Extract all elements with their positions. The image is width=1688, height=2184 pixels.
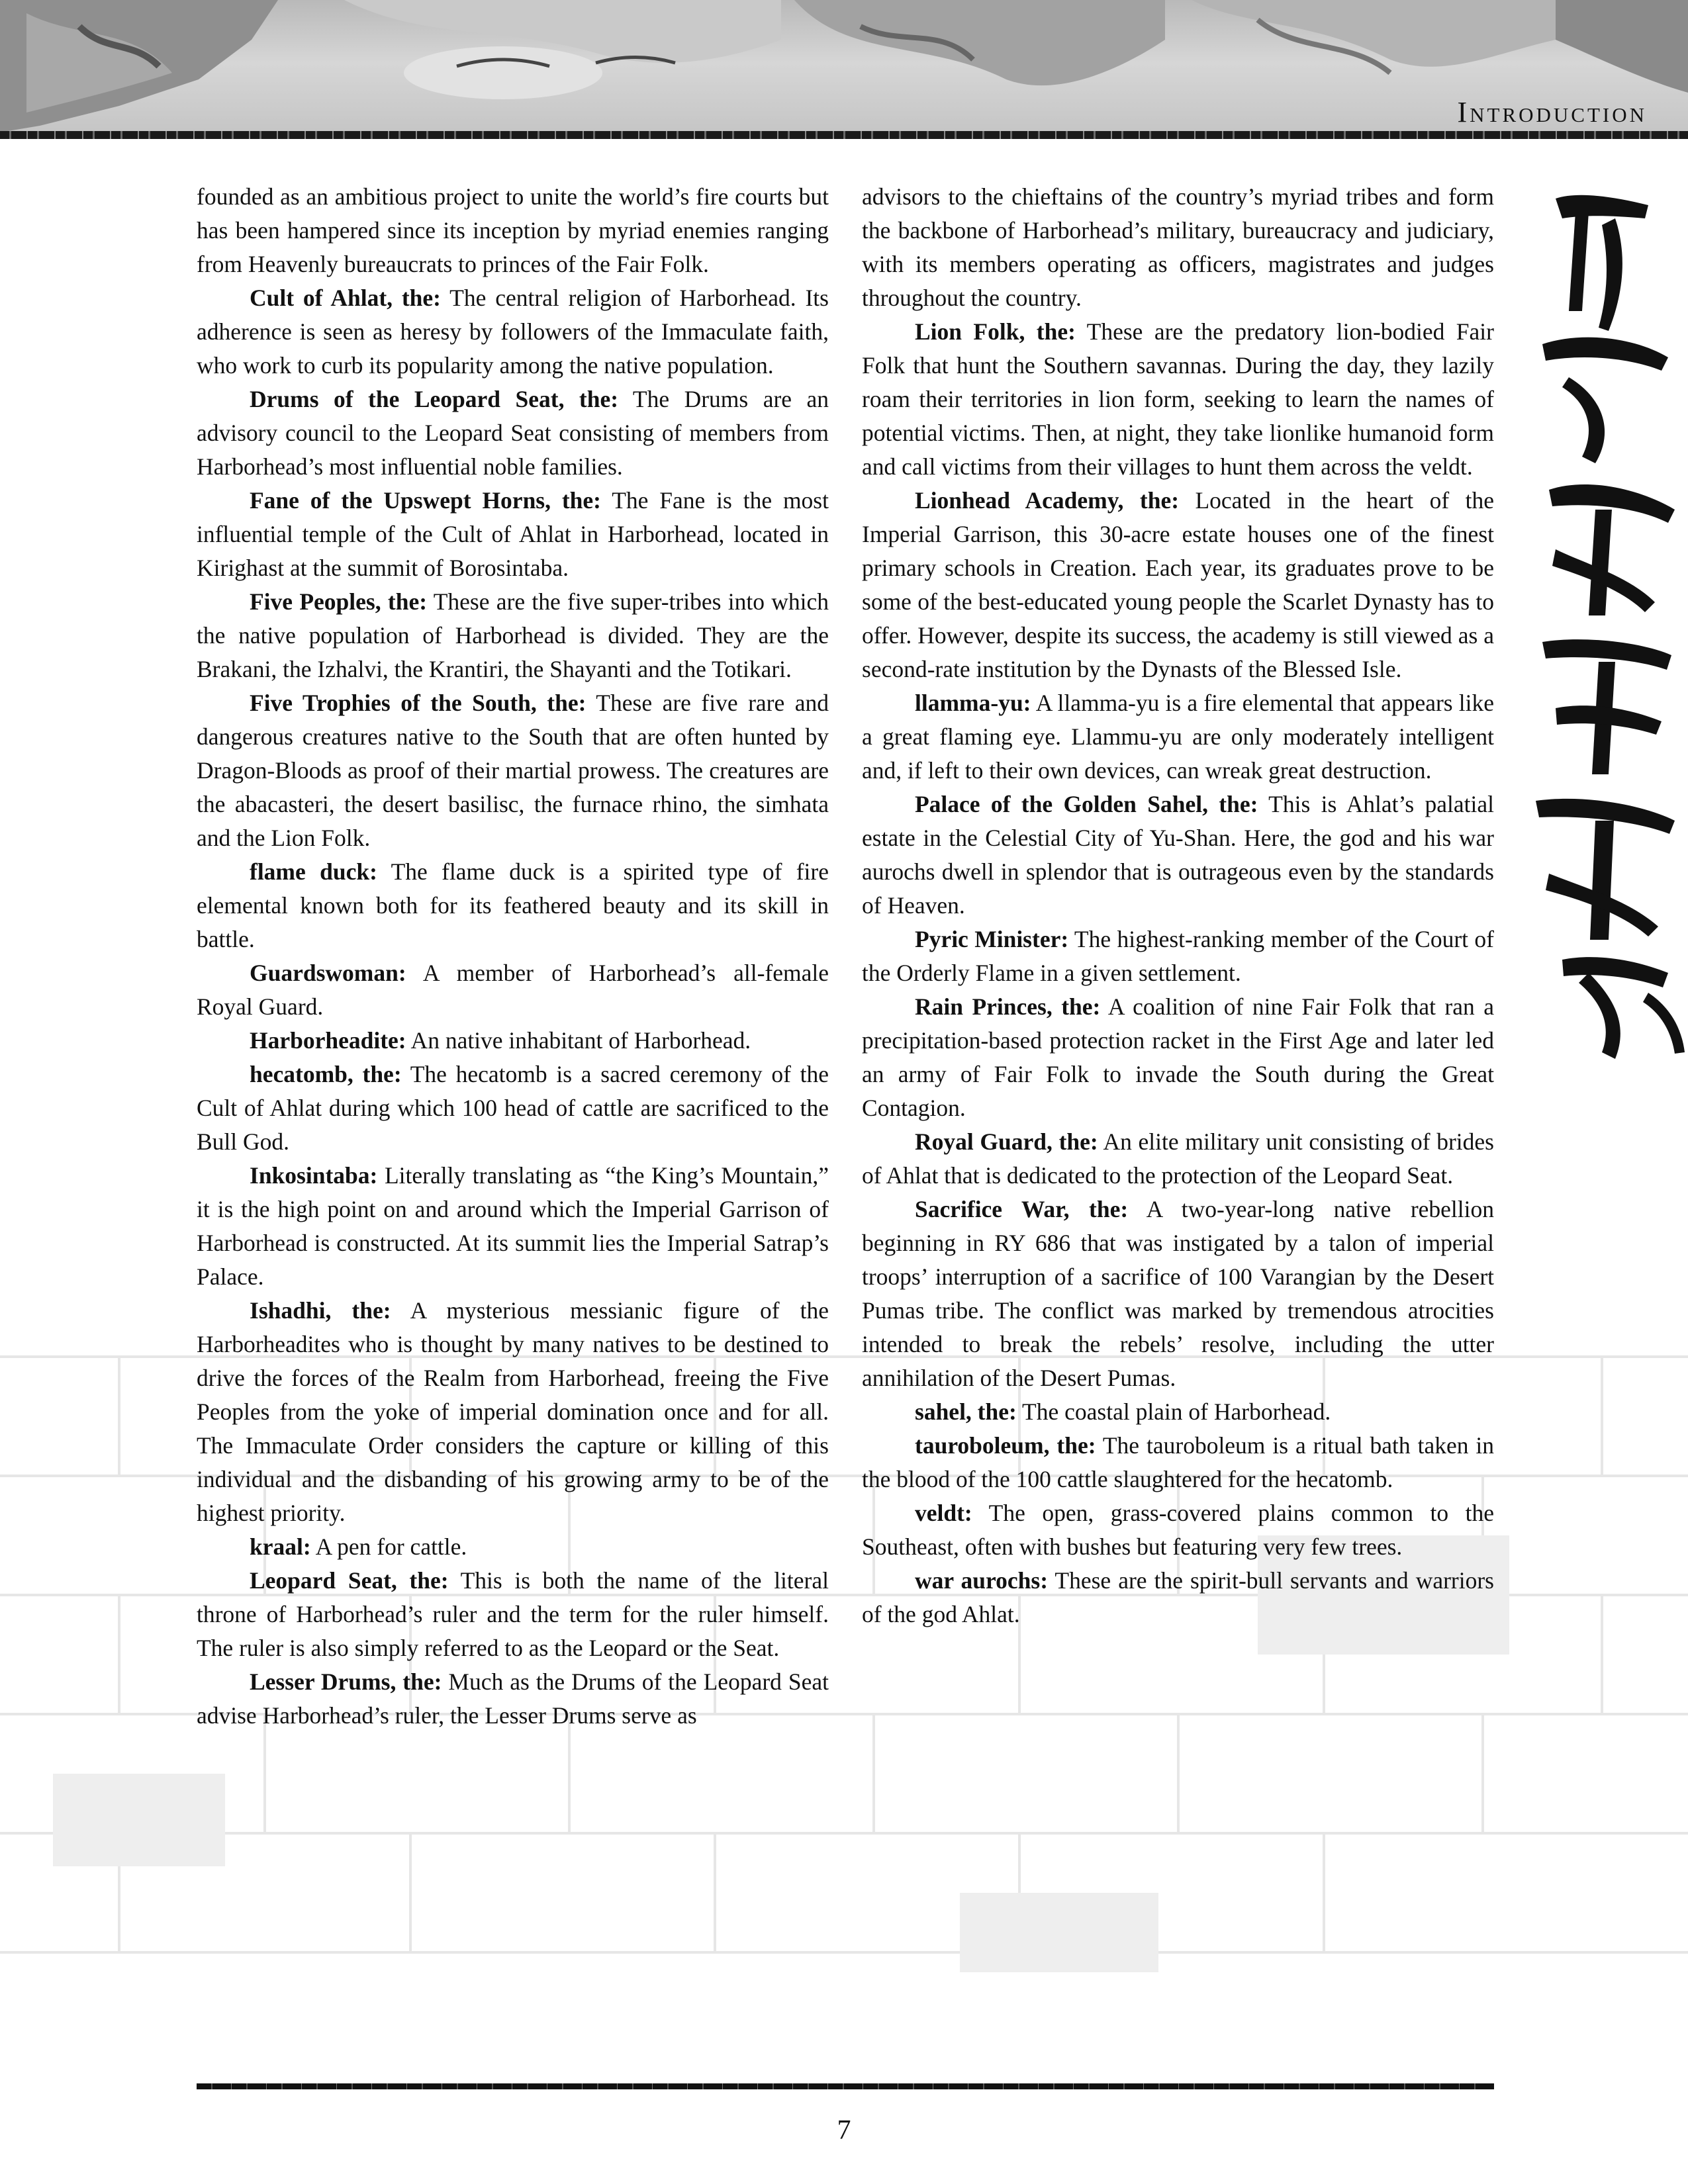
glossary-term: tauroboleum, the:	[915, 1432, 1096, 1459]
glossary-term: Cult of Ahlat, the:	[250, 285, 441, 311]
section-title: Introduction	[1457, 96, 1647, 128]
glossary-entry	[197, 686, 829, 855]
glossary-definition: A coalition of nine Fair Folk that ran a precipitation-based protection racket in the First Age and later led an army of Fair Folk to invade the South during the Great Contagion.	[862, 993, 1494, 1121]
glossary-term: veldt:	[915, 1500, 972, 1526]
glossary-definition: Much as the Drums of the Leopard Seat advise Harborhead’s ruler, the Lesser Drums serve as	[197, 1668, 829, 1729]
glossary-term: Leopard Seat, the:	[250, 1567, 449, 1594]
glossary-entry	[862, 923, 1494, 990]
glossary-definition: A member of Harborhead’s all-female Royal Guard.	[197, 960, 829, 1020]
glossary-entry	[862, 1564, 1494, 1631]
glossary-definition: advisors to the chieftains of the country’s myriad tribes and form the backbone of Harborhead’s military, bureaucracy and judiciary, with its members operating as officers, magistrates and judges throughout the country.	[862, 183, 1494, 311]
glossary-entry	[862, 686, 1494, 788]
glossary-definition: The flame duck is a spirited type of fire elemental known both for its feathered beauty and its skill in battle.	[197, 858, 829, 952]
glossary-definition: These are the spirit-bull servants and warriors of the god Ahlat.	[862, 1567, 1494, 1627]
glossary-definition: The coastal plain of Harborhead.	[1016, 1398, 1331, 1425]
page-number: 7	[837, 2115, 851, 2146]
header-artwork-banner	[0, 0, 1688, 139]
glossary-entry	[197, 180, 829, 281]
glossary-term: Harborheadite:	[250, 1027, 406, 1054]
glossary-entry	[197, 1665, 829, 1733]
glossary-definition: Literally translating as “the King’s Mountain,” it is the high point on and around which the Imperial Garrison of Harborhead is constructed. At its summit lies the Imperial Satrap’s Palace.	[197, 1162, 829, 1290]
glossary-entry	[197, 281, 829, 383]
glossary-term: war aurochs:	[915, 1567, 1049, 1594]
glossary-definition: An native inhabitant of Harborhead.	[406, 1027, 751, 1054]
glossary-entry	[197, 855, 829, 956]
glossary-entry	[197, 585, 829, 686]
glossary-term: flame duck:	[250, 858, 377, 885]
glossary-term: Drums of the Leopard Seat, the:	[250, 386, 619, 412]
glossary-definition: The hecatomb is a sacred ceremony of the Cult of Ahlat during which 100 head of cattle are sacrificed to the Bull God.	[197, 1061, 829, 1155]
glossary-entry	[197, 383, 829, 484]
glossary-term: Ishadhi, the:	[250, 1297, 391, 1324]
glossary-entry	[197, 956, 829, 1024]
glossary-entry	[862, 180, 1494, 315]
header-illustration	[0, 0, 1688, 132]
glossary-entry	[197, 1530, 829, 1564]
glossary-definition: These are the predatory lion-bodied Fair Folk that hunt the Southern savannas. During the day, they lazily roam their territories in lion form, seeking to learn the names of potential victims. Then, at night, they take lionlike humanoid form and call victims from their villages to hunt them across the veldt.	[862, 318, 1494, 480]
glossary-definition: An elite military unit consisting of brides of Ahlat that is dedicated to the protection of the Leopard Seat.	[862, 1128, 1494, 1189]
glossary-term: Lesser Drums, the:	[250, 1668, 442, 1695]
glossary-definition: founded as an ambitious project to unite the world’s fire courts but has been hampered since its inception by myriad enemies ranging from Heavenly bureaucrats to princes of the Fair Folk.	[197, 183, 829, 277]
glossary-entry	[197, 1159, 829, 1294]
glossary-term: Five Peoples, the:	[250, 588, 428, 615]
glossary-entry	[862, 315, 1494, 484]
glossary-definition: The Fane is the most influential temple of the Cult of Ahlat in Harborhead, located in Kirighast at the summit of Borosintaba.	[197, 487, 829, 581]
glossary-term: Rain Princes, the:	[915, 993, 1101, 1020]
glossary-definition: The Drums are an advisory council to the Leopard Seat consisting of members from Harborhead’s most influential noble families.	[197, 386, 829, 480]
glossary-definition: The open, grass-covered plains common to the Southeast, often with bushes but featuring very few trees.	[862, 1500, 1494, 1560]
glossary-entry	[197, 484, 829, 585]
glossary-term: hecatomb, the:	[250, 1061, 402, 1087]
glossary-definition: The central religion of Harborhead. Its adherence is seen as heresy by followers of the Immaculate faith, who work to curb its popularity among the native population.	[197, 285, 829, 379]
glossary-definition: These are five rare and dangerous creatures native to the South that are often hunted by Dragon-Bloods as proof of their martial prowess. The creatures are the abacasteri, the desert basilisc, the furnace rhino, the simhata and the Lion Folk.	[197, 690, 829, 851]
glossary-term: Lionhead Academy, the:	[915, 487, 1180, 514]
glossary-entry	[862, 484, 1494, 686]
glossary-term: Inkosintaba:	[250, 1162, 378, 1189]
glossary-column-right	[862, 180, 1494, 1631]
glossary-definition: This is both the name of the literal throne of Harborhead’s ruler and the term for the ruler himself. The ruler is also simply referred to as the Leopard or the Seat.	[197, 1567, 829, 1661]
glossary-definition: These are the five super-tribes into which the native population of Harborhead is divided. They are the Brakani, the Izhalvi, the Krantiri, the Shayanti and the Totikari.	[197, 588, 829, 682]
glossary-entry	[197, 1564, 829, 1665]
vertical-calligraphy-brush-script	[1516, 179, 1688, 1066]
glossary-entry	[862, 1429, 1494, 1496]
glossary-term: Lion Folk, the:	[915, 318, 1076, 345]
glossary-definition: Located in the heart of the Imperial Garrison, this 30-acre estate houses one of the finest primary schools in Creation. Each year, its graduates prove to be some of the best-educated young people the Scarlet Dynasty has to offer. However, despite its success, the academy is still viewed as a second-rate institution by the Dynasts of the Blessed Isle.	[862, 487, 1494, 682]
glossary-term: Fane of the Upswept Horns, the:	[250, 487, 602, 514]
glossary-term: sahel, the:	[915, 1398, 1017, 1425]
glossary-entry	[862, 1496, 1494, 1564]
glossary-definition: A pen for cattle.	[310, 1533, 467, 1560]
glossary-entry	[197, 1024, 829, 1058]
glossary-entry	[197, 1294, 829, 1530]
glossary-definition: A two-year-long native rebellion beginning in RY 686 that was instigated by a talon of imperial troops’ interruption of a sacrifice of 100 Varangian by the Desert Pumas tribe. The conflict was marked by tremendous atrocities intended to break the rebels’ resolve, including the utter annihilation of the Desert Pumas.	[862, 1196, 1495, 1391]
glossary-definition: The highest-ranking member of the Court of the Orderly Flame in a given settlement.	[862, 926, 1494, 986]
glossary-term: Palace of the Golden Sahel, the:	[915, 791, 1258, 817]
glossary-term: Pyric Minister:	[915, 926, 1069, 952]
glossary-definition: A mysterious messianic figure of the Harborheadites who is thought by many natives to be destined to drive the forces of the Realm from Harborhead, freeing the Five Peoples from the yoke of imperial domination once and for all. The Immaculate Order considers the capture or killing of this individual and the disbanding of his growing army to be of the highest priority.	[197, 1297, 829, 1526]
glossary-entry	[862, 1125, 1494, 1193]
glossary-entry	[862, 1395, 1494, 1429]
glossary-term: Sacrifice War, the:	[915, 1196, 1129, 1222]
glossary-entry	[862, 1193, 1494, 1395]
glossary-term: Royal Guard, the:	[915, 1128, 1098, 1155]
glossary-entry	[862, 788, 1494, 923]
glossary-term: llamma-yu:	[915, 690, 1031, 716]
footer-divider	[197, 2083, 1494, 2089]
glossary-term: Guardswoman:	[250, 960, 406, 986]
header-divider	[0, 131, 1688, 139]
glossary-term: Five Trophies of the South, the:	[250, 690, 586, 716]
glossary-column-left	[197, 180, 829, 1733]
glossary-definition: This is Ahlat’s palatial estate in the Celestial City of Yu-Shan. Here, the god and his war aurochs dwell in splendor that is outrageous even by the standards of Heaven.	[862, 791, 1494, 919]
glossary-entry	[862, 990, 1494, 1125]
glossary-term: kraal:	[250, 1533, 311, 1560]
glossary-definition: The tauroboleum is a ritual bath taken in the blood of the 100 cattle slaughtered for the hecatomb.	[862, 1432, 1494, 1492]
glossary-definition: A llamma-yu is a fire elemental that appears like a great flaming eye. Llammu-yu are only moderately intelligent and, if left to their own devices, can wreak great destruction.	[862, 690, 1494, 784]
glossary-entry	[197, 1058, 829, 1159]
